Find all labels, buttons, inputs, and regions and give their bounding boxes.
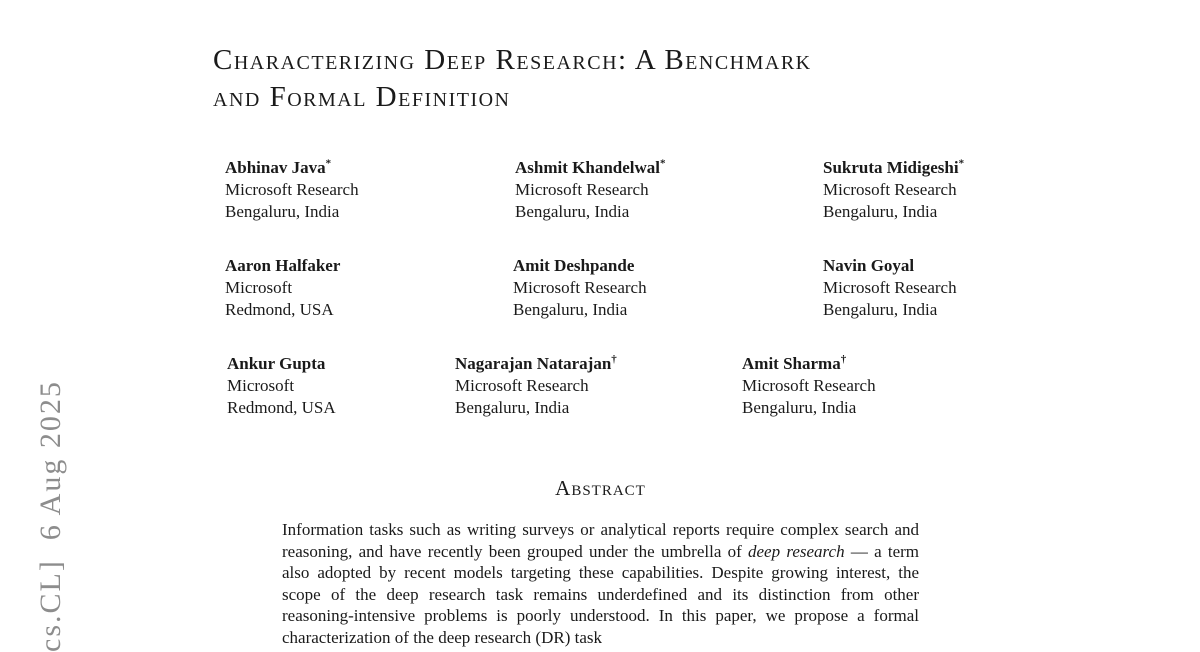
author-location: Bengaluru, India [515,202,630,221]
author-name [513,255,647,277]
author-name [225,255,340,277]
author-block-ankur-gupta [227,353,336,419]
author-name [823,157,964,179]
arxiv-stamp: cs.CL] 6 Aug 2025 [34,380,67,652]
author-block-amit-sharma [742,353,876,419]
author-affiliation: Microsoft Research [515,180,649,199]
author-name [455,353,617,375]
author-name-text: Abhinav Java [225,158,326,177]
author-marker: † [611,353,617,366]
author-block-aaron-halfaker [225,255,340,321]
author-affiliation: Microsoft Research [742,376,876,395]
author-marker: † [840,353,847,366]
author-marker: * [958,157,965,170]
abstract-heading: Abstract [555,476,646,500]
abstract-part1: Information tasks such as writing surveys or analytical reports require complex search and reasoning, and have recently been grouped under the umbrella of [282,520,919,561]
author-affiliation: Microsoft [227,376,295,395]
author-block-abhinav-java [225,157,359,223]
author-block-sukruta-midigeshi [823,157,964,223]
abstract-part2: — a term also adopted by recent models targeting these capabilities. Despite growing interest, the scope of the deep research task remains underdefined and its distinction from other reasoning-intensive problems is poorly understood. In this paper, we propose a formal characterization of the deep research (DR) task [282,541,920,647]
author-affiliation: Microsoft Research [225,180,359,199]
author-location: Bengaluru, India [225,202,340,221]
author-affiliation: Microsoft Research [823,278,957,297]
author-name [823,255,957,277]
author-location: Redmond, USA [227,398,336,417]
author-name [742,353,876,375]
author-affiliation: Microsoft Research [513,278,647,297]
author-location: Bengaluru, India [823,300,938,319]
author-location: Redmond, USA [225,300,334,319]
abstract-italic-phrase: deep research [748,541,845,561]
author-name-text: Navin Goyal [823,256,915,275]
paper-title-line1: Characterizing Deep Research: A Benchmark [213,44,812,76]
author-marker: * [325,157,332,170]
author-block-navin-goyal [823,255,957,321]
author-block-amit-deshpande [513,255,647,321]
author-location: Bengaluru, India [455,398,570,417]
author-name [515,157,666,179]
author-marker: * [660,157,666,170]
author-affiliation: Microsoft Research [823,180,957,199]
paper-title-line2: and Formal Definition [213,81,511,113]
author-location: Bengaluru, India [823,202,938,221]
paper-title [213,42,812,116]
author-name [225,157,359,179]
author-name-text: Aaron Halfaker [225,256,341,275]
author-location: Bengaluru, India [513,300,628,319]
author-affiliation: Microsoft Research [455,376,589,395]
author-location: Bengaluru, India [742,398,857,417]
author-name-text: Amit Deshpande [513,256,635,275]
author-name [227,353,336,375]
author-name-text: Ashmit Khandelwal [515,158,660,177]
author-affiliation: Microsoft [225,278,293,297]
author-name-text: Ankur Gupta [227,354,326,373]
abstract-text [282,519,919,648]
author-name-text: Sukruta Midigeshi [823,158,959,177]
author-name-text: Nagarajan Natarajan [455,354,612,373]
author-block-ashmit-khandelwal [515,157,666,223]
author-name-text: Amit Sharma [742,354,841,373]
author-block-nagarajan-natarajan [455,353,617,419]
